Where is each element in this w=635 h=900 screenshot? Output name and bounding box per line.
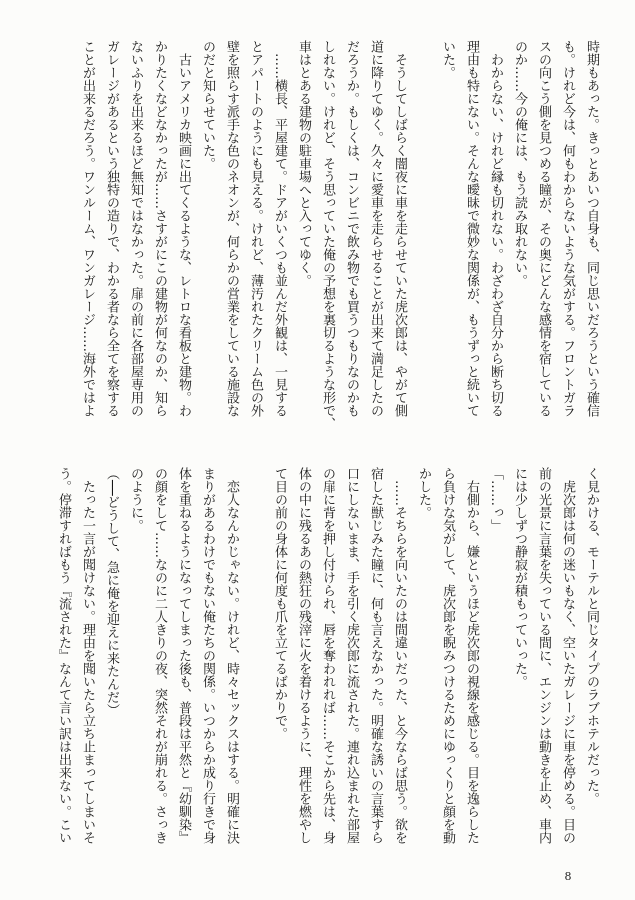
text-line: 道に降りてゆく。久々に愛車を走らせることが出来て満足したの bbox=[368, 40, 383, 417]
text-line: しれない。けれど、そう思っていた俺の予想を裏切るような形で、 bbox=[320, 40, 335, 430]
text-line: 虎次郎は何の迷いもなく、空いたガレージに車を停める。目の bbox=[560, 467, 575, 844]
text-line: ……横長、平屋建て。ドアがいくつも並んだ外観は、一見する bbox=[272, 40, 287, 417]
text-line: 古いアメリカ映画に出てくるような、レトロな看板と建物。わ bbox=[176, 40, 191, 417]
scene-break bbox=[243, 467, 267, 847]
text-line: 車はとある建物の駐車場へと入ってゆく。 bbox=[296, 40, 311, 287]
text-line: ことが出来るだろう。ワンルーム、ワンガレージ……海外ではよ bbox=[80, 40, 95, 417]
page-number: 8 bbox=[564, 870, 572, 883]
text-line: う。停滞すればもう『流された』なんて言い訳は出来ない。こい bbox=[56, 467, 71, 844]
lower-text-block bbox=[56, 467, 603, 847]
text-line: の顔をして……なのに二人きりの夜、突然それが崩れる。さっき bbox=[152, 467, 167, 844]
text-line: の扉に背を押し付けられ、唇を奪われれば……そこから先は、身 bbox=[320, 467, 335, 844]
scene-section bbox=[267, 467, 603, 847]
text-line: まりがあるわけでもない俺たちの関係。いつからか成り行きで身 bbox=[200, 467, 215, 844]
text-line: いた。 bbox=[440, 40, 455, 79]
text-line: スの向こう側を見つめる瞳が、その奥にどんな感情を宿している bbox=[536, 40, 551, 417]
text-line: 右側から、嫌というほど虎次郎の視線を感じる。目を逸らした bbox=[464, 467, 479, 844]
text-line: 恋人なんかじゃない。けれど、時々セックスはする。明確に決 bbox=[224, 467, 239, 844]
text-line: たった一言が聞けない。理由を聞いたら立ち止まってしまいそ bbox=[80, 467, 95, 844]
text-line: 理由も特にない。そんな曖昧で微妙な関係が、もうずっと続いて bbox=[464, 40, 479, 417]
text-line: のだと知らせていた。 bbox=[200, 40, 215, 170]
text-line: 壁を照らす派手な色のネオンが、何らかの営業をしている施設な bbox=[224, 40, 239, 417]
text-line: く見かける、モーテルと同じタイプのラブホテルだった。 bbox=[584, 467, 599, 805]
scene-break bbox=[411, 40, 435, 420]
text-line: 体を重ねるようになってしまった後も、普段は平然と『幼馴染』 bbox=[176, 467, 191, 844]
scene-section bbox=[75, 40, 411, 430]
text-line: かりたくなどなかったが……さすがにこの建物が何なのか、知ら bbox=[152, 40, 167, 417]
text-line: とアパートのようにも見える。けれど、薄汚れたクリーム色の外 bbox=[248, 40, 263, 417]
scene-section bbox=[51, 467, 243, 847]
text-line: のか……今の俺には、もう読み取れない。 bbox=[512, 40, 527, 287]
text-line: （──どうして、急に俺を迎えに来たんだ） bbox=[104, 467, 119, 717]
text-line: 宿した獣じみた瞳に、何も言えなかった。明確な誘いの言葉すら bbox=[368, 467, 383, 844]
text-line: かした。 bbox=[416, 467, 431, 519]
text-line: て目の前の身体に何度も爪を立てるばかりで。 bbox=[272, 467, 287, 740]
text-line: 「……っ」 bbox=[488, 467, 503, 532]
text-line: には少しずつ静寂が積もっていった。 bbox=[512, 467, 527, 688]
scene-section bbox=[435, 40, 603, 420]
text-line: ら負けな気がして、虎次郎を睨みつけるためにゆっくりと顔を動 bbox=[440, 467, 455, 844]
text-line: のように。 bbox=[128, 467, 143, 532]
text-line: わからない、けれど縁も切れない。わざわざ自分から断ち切る bbox=[488, 40, 503, 417]
text-line: そうしてしばらく闇夜に車を走らせていた虎次郎は、やがて側 bbox=[392, 40, 407, 417]
text-line: も。けれど今は、何もわからないような気がする。フロントガラ bbox=[560, 40, 575, 417]
upper-text-block bbox=[75, 40, 603, 430]
text-line: ガレージがあるという独特の造りで、わかる者なら全てを察する bbox=[104, 40, 119, 417]
text-line: 時期もあった。きっとあいつ自身も、同じ思いだろうという確信 bbox=[584, 40, 599, 417]
text-line: 口にしないまま、手を引く虎次郎に流された。連れ込まれた部屋 bbox=[344, 467, 359, 844]
text-line: 体の中に残るあの熱狂の残滓に火を着けるように、理性を燃やし bbox=[296, 467, 311, 844]
text-line: だろうか。もしくは、コンビニで飲み物でも買うつもりなのかも bbox=[344, 40, 359, 417]
text-line: ないふりを出来るほど無知ではなかった。扉の前に各部屋専用の bbox=[128, 40, 143, 417]
text-line: ……そちらを向いたのは間違いだった、と今ならば思う。欲を bbox=[392, 467, 407, 844]
text-line: 前の光景に言葉を失っている間に、エンジンは動きを止め、車内 bbox=[536, 467, 551, 844]
